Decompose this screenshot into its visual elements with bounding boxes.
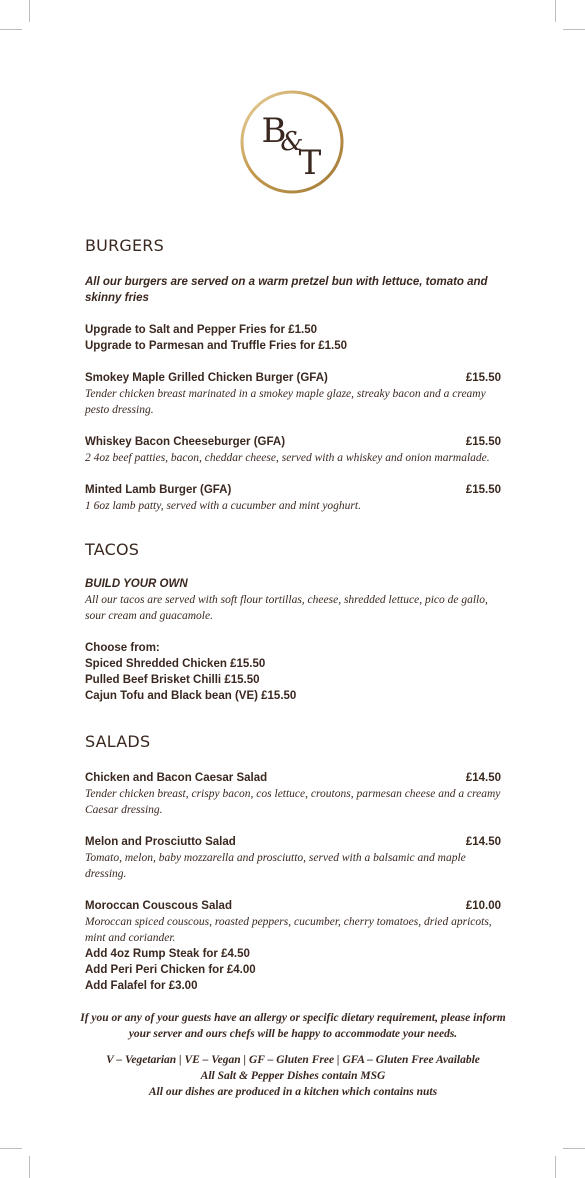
item-price: £15.50 xyxy=(465,436,501,448)
menu-item xyxy=(85,482,501,514)
legend-line: All Salt & Pepper Dishes contain MSG xyxy=(200,1070,386,1082)
salad-addons xyxy=(85,946,501,994)
item-description: 1 6oz lamb patty, served with a cucumber and mint yoghurt. xyxy=(85,500,361,512)
tacos-options xyxy=(85,640,501,704)
crop-mark xyxy=(563,29,585,30)
item-description: Moroccan spiced couscous, roasted peppers, cucumber, cherry tomatoes, dried apricots, mint and coriander. xyxy=(85,916,492,944)
item-description: Tomato, melon, baby mozzarella and prosciutto, served with a balsamic and maple dressing. xyxy=(85,852,466,880)
menu-content xyxy=(85,236,501,994)
crop-mark xyxy=(0,29,22,30)
item-name: Minted Lamb Burger (GFA) xyxy=(85,484,232,496)
taco-option: Pulled Beef Brisket Chilli £15.50 xyxy=(85,674,260,686)
section-title-burgers: BURGERS xyxy=(85,236,164,255)
item-description: 2 4oz beef patties, bacon, cheddar cheese, served with a whiskey and onion marmalade. xyxy=(85,452,490,464)
addon-option: Add Falafel for £3.00 xyxy=(85,980,198,992)
crop-mark xyxy=(555,1156,556,1178)
crop-mark xyxy=(555,0,556,22)
section-title-tacos: TACOS xyxy=(85,540,140,559)
item-price: £14.50 xyxy=(465,836,501,848)
upgrade-option: Upgrade to Parmesan and Truffle Fries for £1.50 xyxy=(85,340,348,352)
dietary-legend xyxy=(70,1052,516,1100)
legend-line: V – Vegetarian | VE – Vegan | GF – Gluten Free | GFA – Gluten Free Available xyxy=(106,1054,480,1066)
brand-logo xyxy=(236,86,348,198)
item-description: Tender chicken breast marinated in a smokey maple glaze, streaky bacon and a creamy pesto dressing. xyxy=(85,388,486,416)
menu-item xyxy=(85,434,501,466)
item-price: £10.00 xyxy=(465,900,501,912)
item-name: Smokey Maple Grilled Chicken Burger (GFA) xyxy=(85,372,328,384)
taco-option: Spiced Shredded Chicken £15.50 xyxy=(85,658,266,670)
item-name: Melon and Prosciutto Salad xyxy=(85,836,236,848)
burgers-intro: All our burgers are served on a warm pretzel bun with lettuce, tomato and skinny fries xyxy=(85,276,488,304)
legend-line: All our dishes are produced in a kitchen which contains nuts xyxy=(148,1086,438,1098)
addon-option: Add 4oz Rump Steak for £4.50 xyxy=(85,948,250,960)
menu-item xyxy=(85,898,501,946)
menu-item xyxy=(85,770,501,818)
choose-label: Choose from: xyxy=(85,642,160,654)
item-name: Whiskey Bacon Cheeseburger (GFA) xyxy=(85,436,286,448)
item-name: Chicken and Bacon Caesar Salad xyxy=(85,772,268,784)
logo-letter-b: B xyxy=(261,111,287,151)
addon-option: Add Peri Peri Chicken for £4.00 xyxy=(85,964,256,976)
menu-footer xyxy=(70,1010,516,1100)
upgrade-option: Upgrade to Salt and Pepper Fries for £1.50 xyxy=(85,324,317,336)
crop-mark xyxy=(29,0,30,22)
menu-item xyxy=(85,370,501,418)
crop-mark xyxy=(29,1156,30,1178)
crop-mark xyxy=(0,1148,22,1149)
item-name: Moroccan Couscous Salad xyxy=(85,900,232,912)
item-description: Tender chicken breast, crispy bacon, cos lettuce, croutons, parmesan cheese and a creamy Caesar dressing. xyxy=(85,788,501,816)
taco-option: Cajun Tofu and Black bean (VE) £15.50 xyxy=(85,690,297,702)
crop-mark xyxy=(563,1148,585,1149)
allergy-notice: If you or any of your guests have an allergy or specific dietary requirement, please inform your server and ours chefs will be happy to accommodate your needs. xyxy=(80,1012,506,1040)
tacos-subhead: BUILD YOUR OWN xyxy=(85,578,188,590)
item-price: £14.50 xyxy=(465,772,501,784)
logo-ampersand: & xyxy=(280,127,304,157)
logo-letter-t: T xyxy=(298,143,322,183)
section-title-salads: SALADS xyxy=(85,732,151,751)
item-price: £15.50 xyxy=(465,372,501,384)
burgers-upgrades xyxy=(85,322,501,354)
menu-item xyxy=(85,834,501,882)
tacos-description: All our tacos are served with soft flour tortillas, cheese, shredded lettuce, pico de gallo, sour cream and guacamole. xyxy=(85,594,488,622)
item-price: £15.50 xyxy=(465,484,501,496)
